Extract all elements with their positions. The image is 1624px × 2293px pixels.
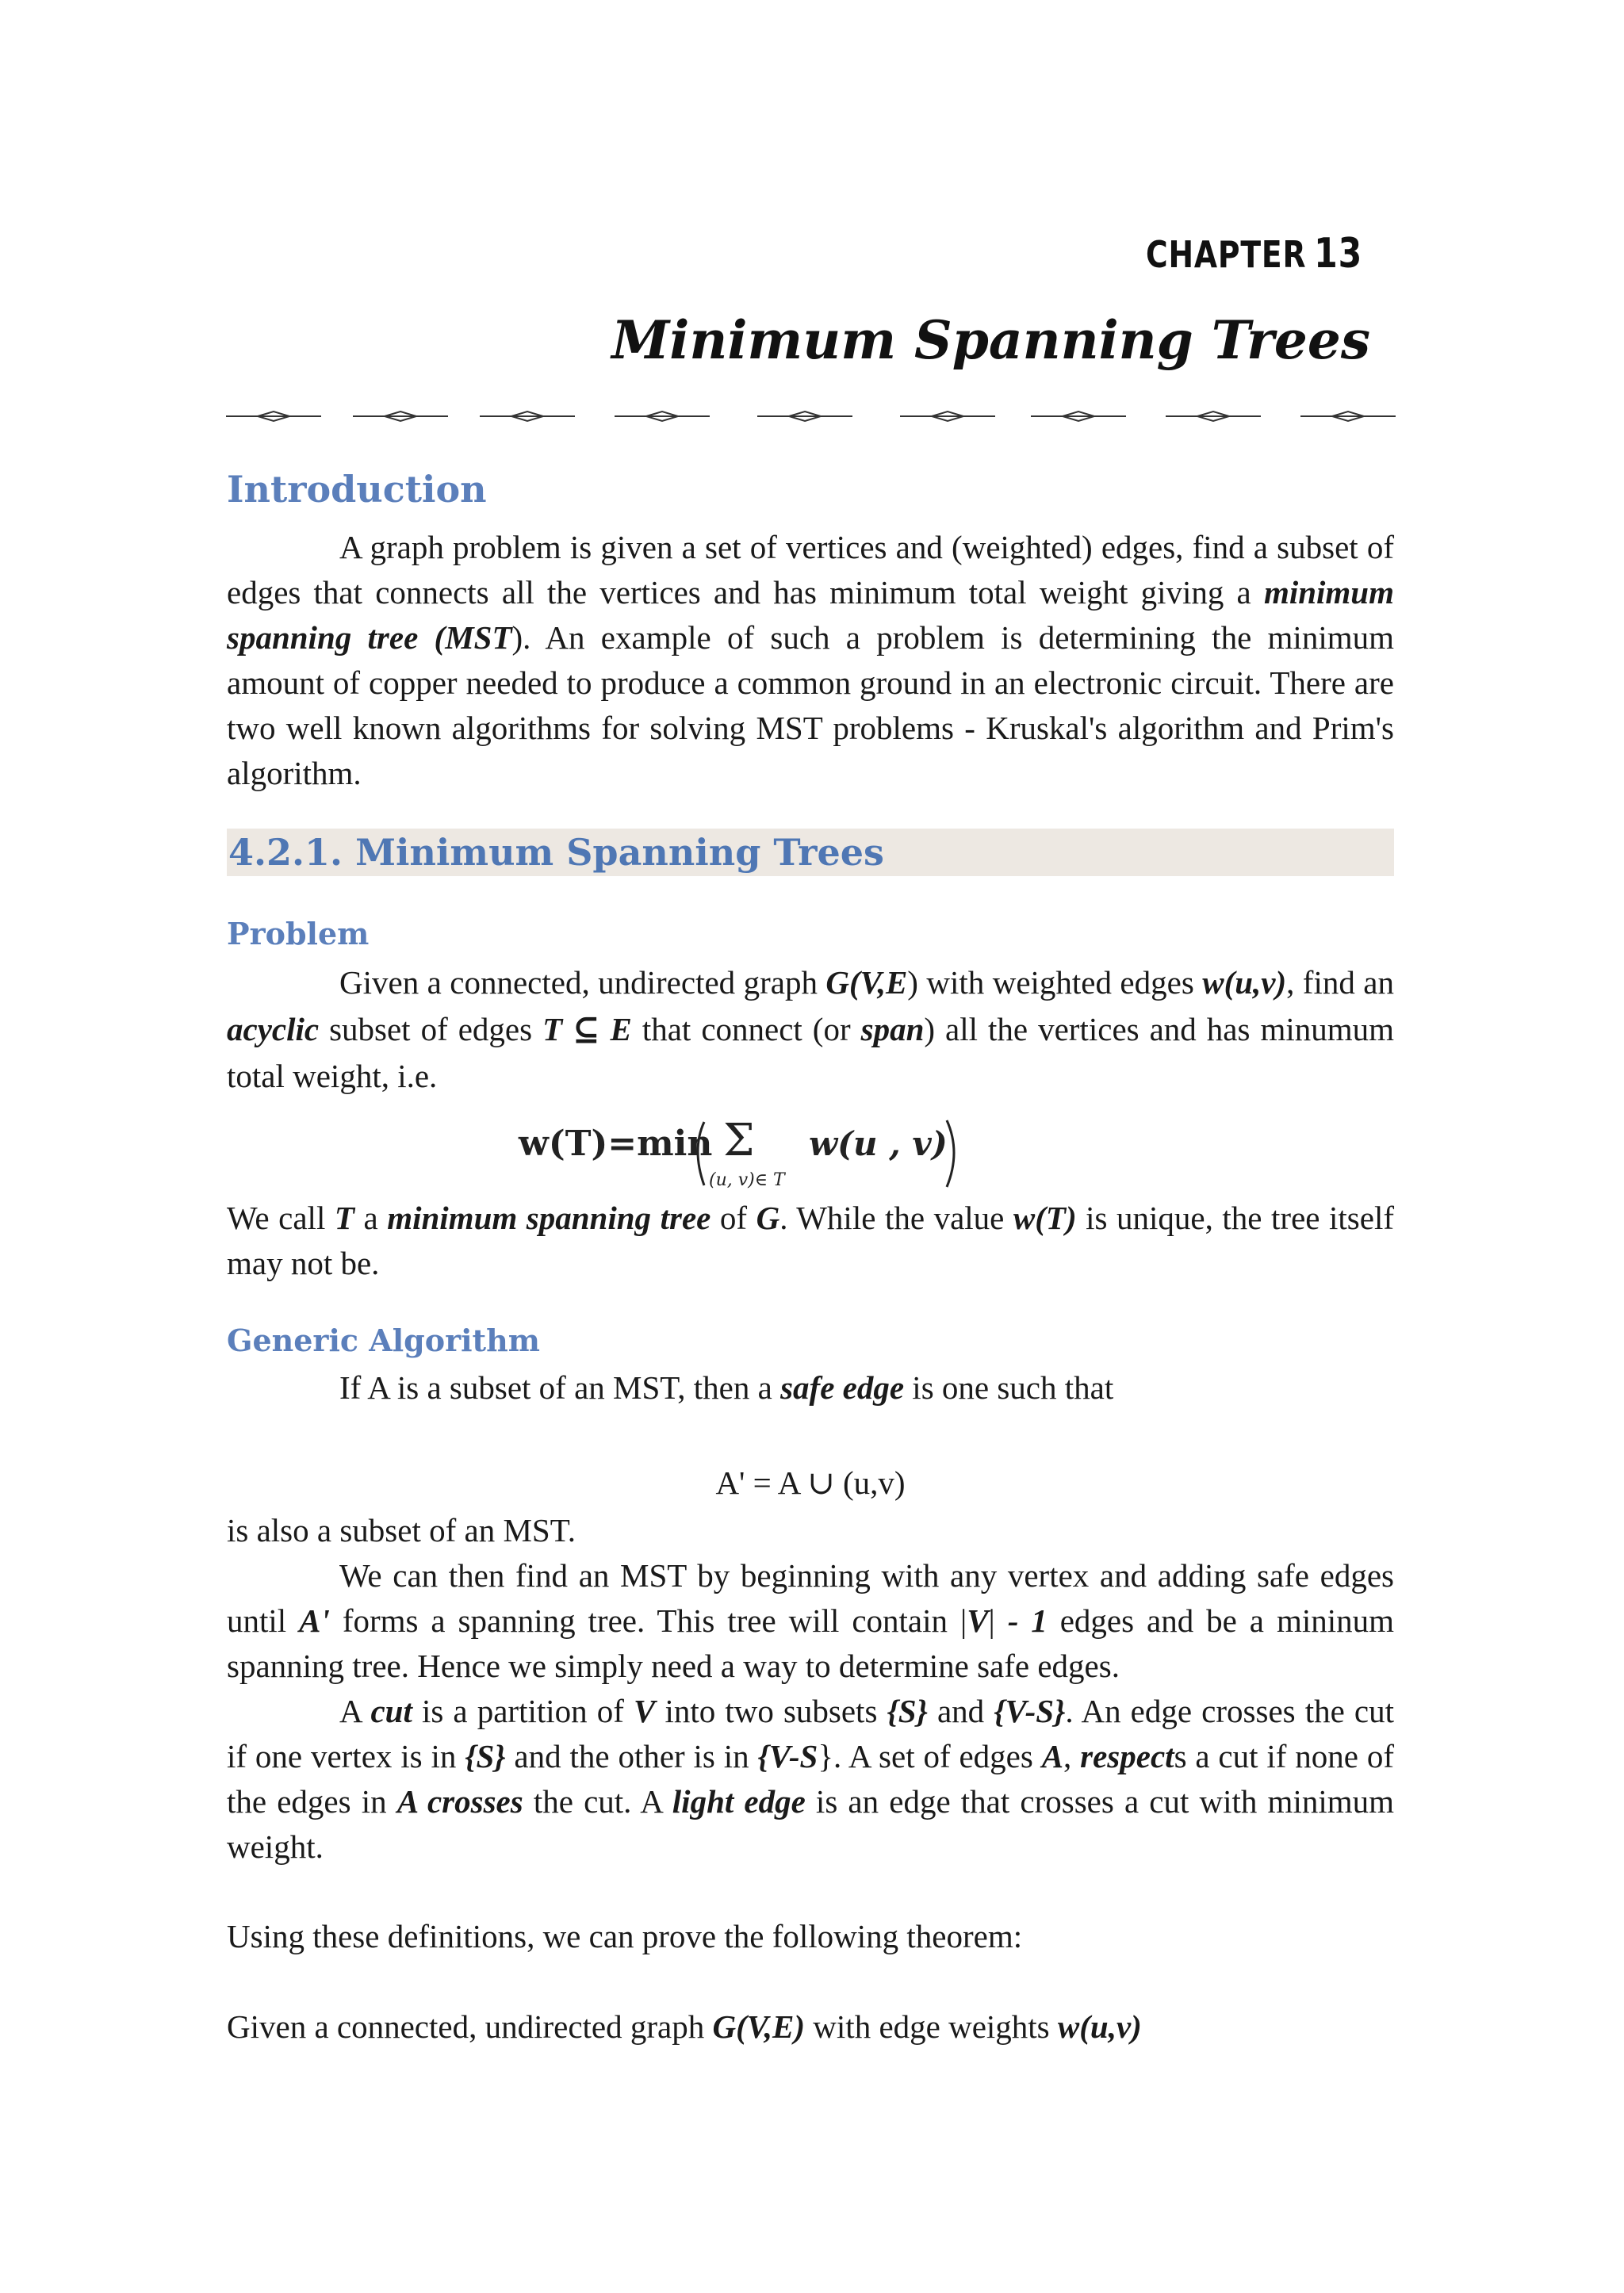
chapter-number: 13 xyxy=(1314,230,1362,278)
divider-ornament xyxy=(615,412,710,421)
generic-algorithm-heading: Generic Algorithm xyxy=(227,1323,540,1358)
formula-right-paren xyxy=(947,1120,954,1187)
divider-ornament xyxy=(757,412,852,421)
generic-algorithm-paragraph: is also a subset of an MST. We can then find an MST by beginning with any vertex and adding safe edges until A' forms a spanning tree. This tree will contain |V| - 1 edges and be a mininum spanning tree. Hence we simply need a way to determine safe edges. A cut is a partition of V into two subsets {S} and {V-S}. An edge crosses the cut if one vertex is in {S} and the other is in {V-S}. A set of edges A, respects a cut if none of the edges in A crosses the cut. A light edge is an edge that crosses a cut with minimum weight. xyxy=(227,1512,1395,1865)
mst-weight-formula xyxy=(515,1106,959,1193)
divider-ornament xyxy=(226,412,321,421)
chapter-label xyxy=(1146,230,1362,278)
divider-ornament xyxy=(1166,412,1261,421)
chapter-word: CHAPTER xyxy=(1145,233,1307,276)
theorem-intro-line: Using these definitions, we can prove the following theorem: xyxy=(227,1918,1023,1954)
divider-ornament xyxy=(1300,412,1396,421)
divider-ornament xyxy=(480,412,575,421)
mst-definition-paragraph: We call T a minimum spanning tree of G. While the value w(T) is unique, the tree itself may not be. xyxy=(227,1200,1394,1281)
section-title: 4.2.1. Minimum Spanning Trees xyxy=(228,831,884,874)
mst-term: minimum spanning tree (MST xyxy=(227,574,1394,656)
divider-ornament xyxy=(1031,412,1126,421)
section-heading-bar xyxy=(227,829,1394,876)
safe-edge-line: If A is a subset of an MST, then a safe edge is one such that xyxy=(339,1369,1114,1406)
formula-term: w(u , v) xyxy=(809,1124,948,1163)
divider-ornament xyxy=(900,412,995,421)
problem-paragraph: Given a connected, undirected graph G(V,E) with weighted edges w(u,v), find an acyclic subset of edges T ⊆ E that connect (or span) all the vertices and has minumum total weight, i.e. xyxy=(227,964,1395,1094)
theorem-statement-line: Given a connected, undirected graph G(V,E) with edge weights w(u,v) xyxy=(227,2008,1142,2045)
intro-paragraph: A graph problem is given a set of vertices and (weighted) edges, find a subset of edges that connects all the vertices and has minimum total weight giving a minimum spanning tree (MST). An example of such a problem is determining the minimum amount of copper needed to produce a common ground in an electronic circuit. There are two well known algorithms for solving MST problems - Kruskal's algorithm and Prim's algorithm. xyxy=(227,529,1394,791)
introduction-heading: Introduction xyxy=(227,468,487,511)
formula-lhs: w(T)=min xyxy=(519,1124,713,1164)
safe-edge-equation: A' = A ∪ (u,v) xyxy=(715,1464,906,1501)
decorative-divider xyxy=(226,400,1396,432)
chapter-title: Minimum Spanning Trees xyxy=(611,309,1370,371)
divider-ornament xyxy=(353,412,448,421)
formula-sum-subscript: (u, v)∈ T xyxy=(709,1170,785,1190)
formula-sum-symbol: Σ xyxy=(723,1115,755,1166)
problem-heading: Problem xyxy=(227,916,370,951)
